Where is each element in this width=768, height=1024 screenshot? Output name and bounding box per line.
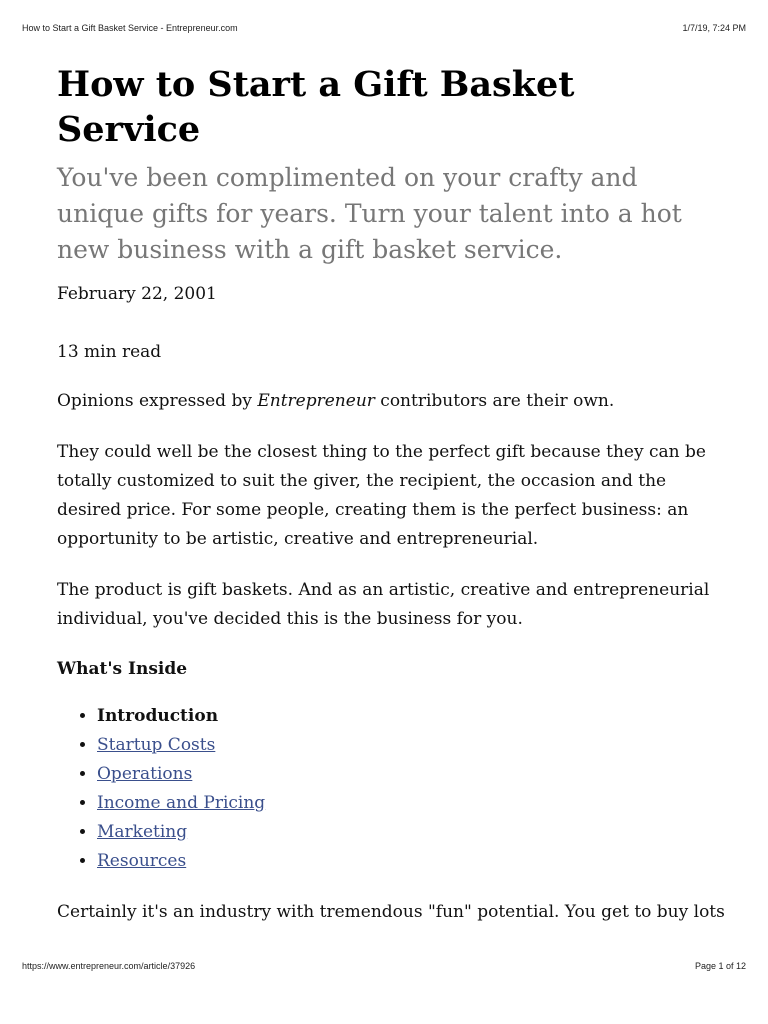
- toc-link-operations[interactable]: Operations: [97, 764, 193, 784]
- toc-item-startup-costs[interactable]: [97, 731, 727, 760]
- toc-link-marketing[interactable]: Marketing: [97, 822, 188, 842]
- print-header-datetime: 1/7/19, 7:24 PM: [682, 23, 746, 33]
- disclaimer-publication: Entrepreneur: [257, 391, 375, 411]
- print-header: [22, 23, 746, 33]
- body-paragraph-2: The product is gift baskets. And as an artistic, creative and entrepreneurial individual, you've decided this is the business for you.: [57, 580, 710, 629]
- print-header-title: How to Start a Gift Basket Service - Entrepreneur.com: [22, 23, 238, 33]
- toc-item-introduction: [97, 702, 727, 731]
- toc-link-startup-costs[interactable]: Startup Costs: [97, 735, 216, 755]
- publish-date: February 22, 2001: [57, 284, 217, 304]
- print-footer-page-number: Page 1 of 12: [694, 961, 746, 971]
- print-footer: [22, 961, 746, 971]
- article-title: How to Start a Gift Basket Service: [57, 64, 575, 150]
- toc-link-income-and-pricing[interactable]: Income and Pricing: [97, 793, 266, 813]
- read-time: 13 min read: [57, 342, 162, 362]
- toc-item-income-and-pricing[interactable]: [97, 789, 727, 818]
- body-paragraph-3: Certainly it's an industry with tremendous "fun" potential. You get to buy lots: [57, 902, 725, 922]
- article-subtitle: You've been complimented on your crafty and unique gifts for years. Turn your talent into a hot new business with a gift basket service.: [57, 163, 682, 264]
- article: [57, 62, 727, 927]
- toc-item-resources[interactable]: [97, 847, 727, 876]
- toc-heading: What's Inside: [57, 659, 188, 679]
- toc-item-operations[interactable]: [97, 760, 727, 789]
- print-footer-url: https://www.entrepreneur.com/article/37926: [22, 961, 196, 971]
- toc-list: [57, 702, 727, 876]
- disclaimer-after: contributors are their own.: [374, 391, 615, 411]
- disclaimer-before: Opinions expressed by: [57, 391, 258, 411]
- toc-link-resources[interactable]: Resources: [97, 851, 187, 871]
- body-paragraph-1: They could well be the closest thing to the perfect gift because they can be totally customized to suit the giver, the recipient, the occasion and the desired price. For some people, creating them is the perfect business: an opportunity to be artistic, creative and entrepreneurial.: [57, 442, 706, 549]
- disclaimer: [57, 387, 727, 416]
- toc-current-label: Introduction: [97, 706, 219, 726]
- toc-item-marketing[interactable]: [97, 818, 727, 847]
